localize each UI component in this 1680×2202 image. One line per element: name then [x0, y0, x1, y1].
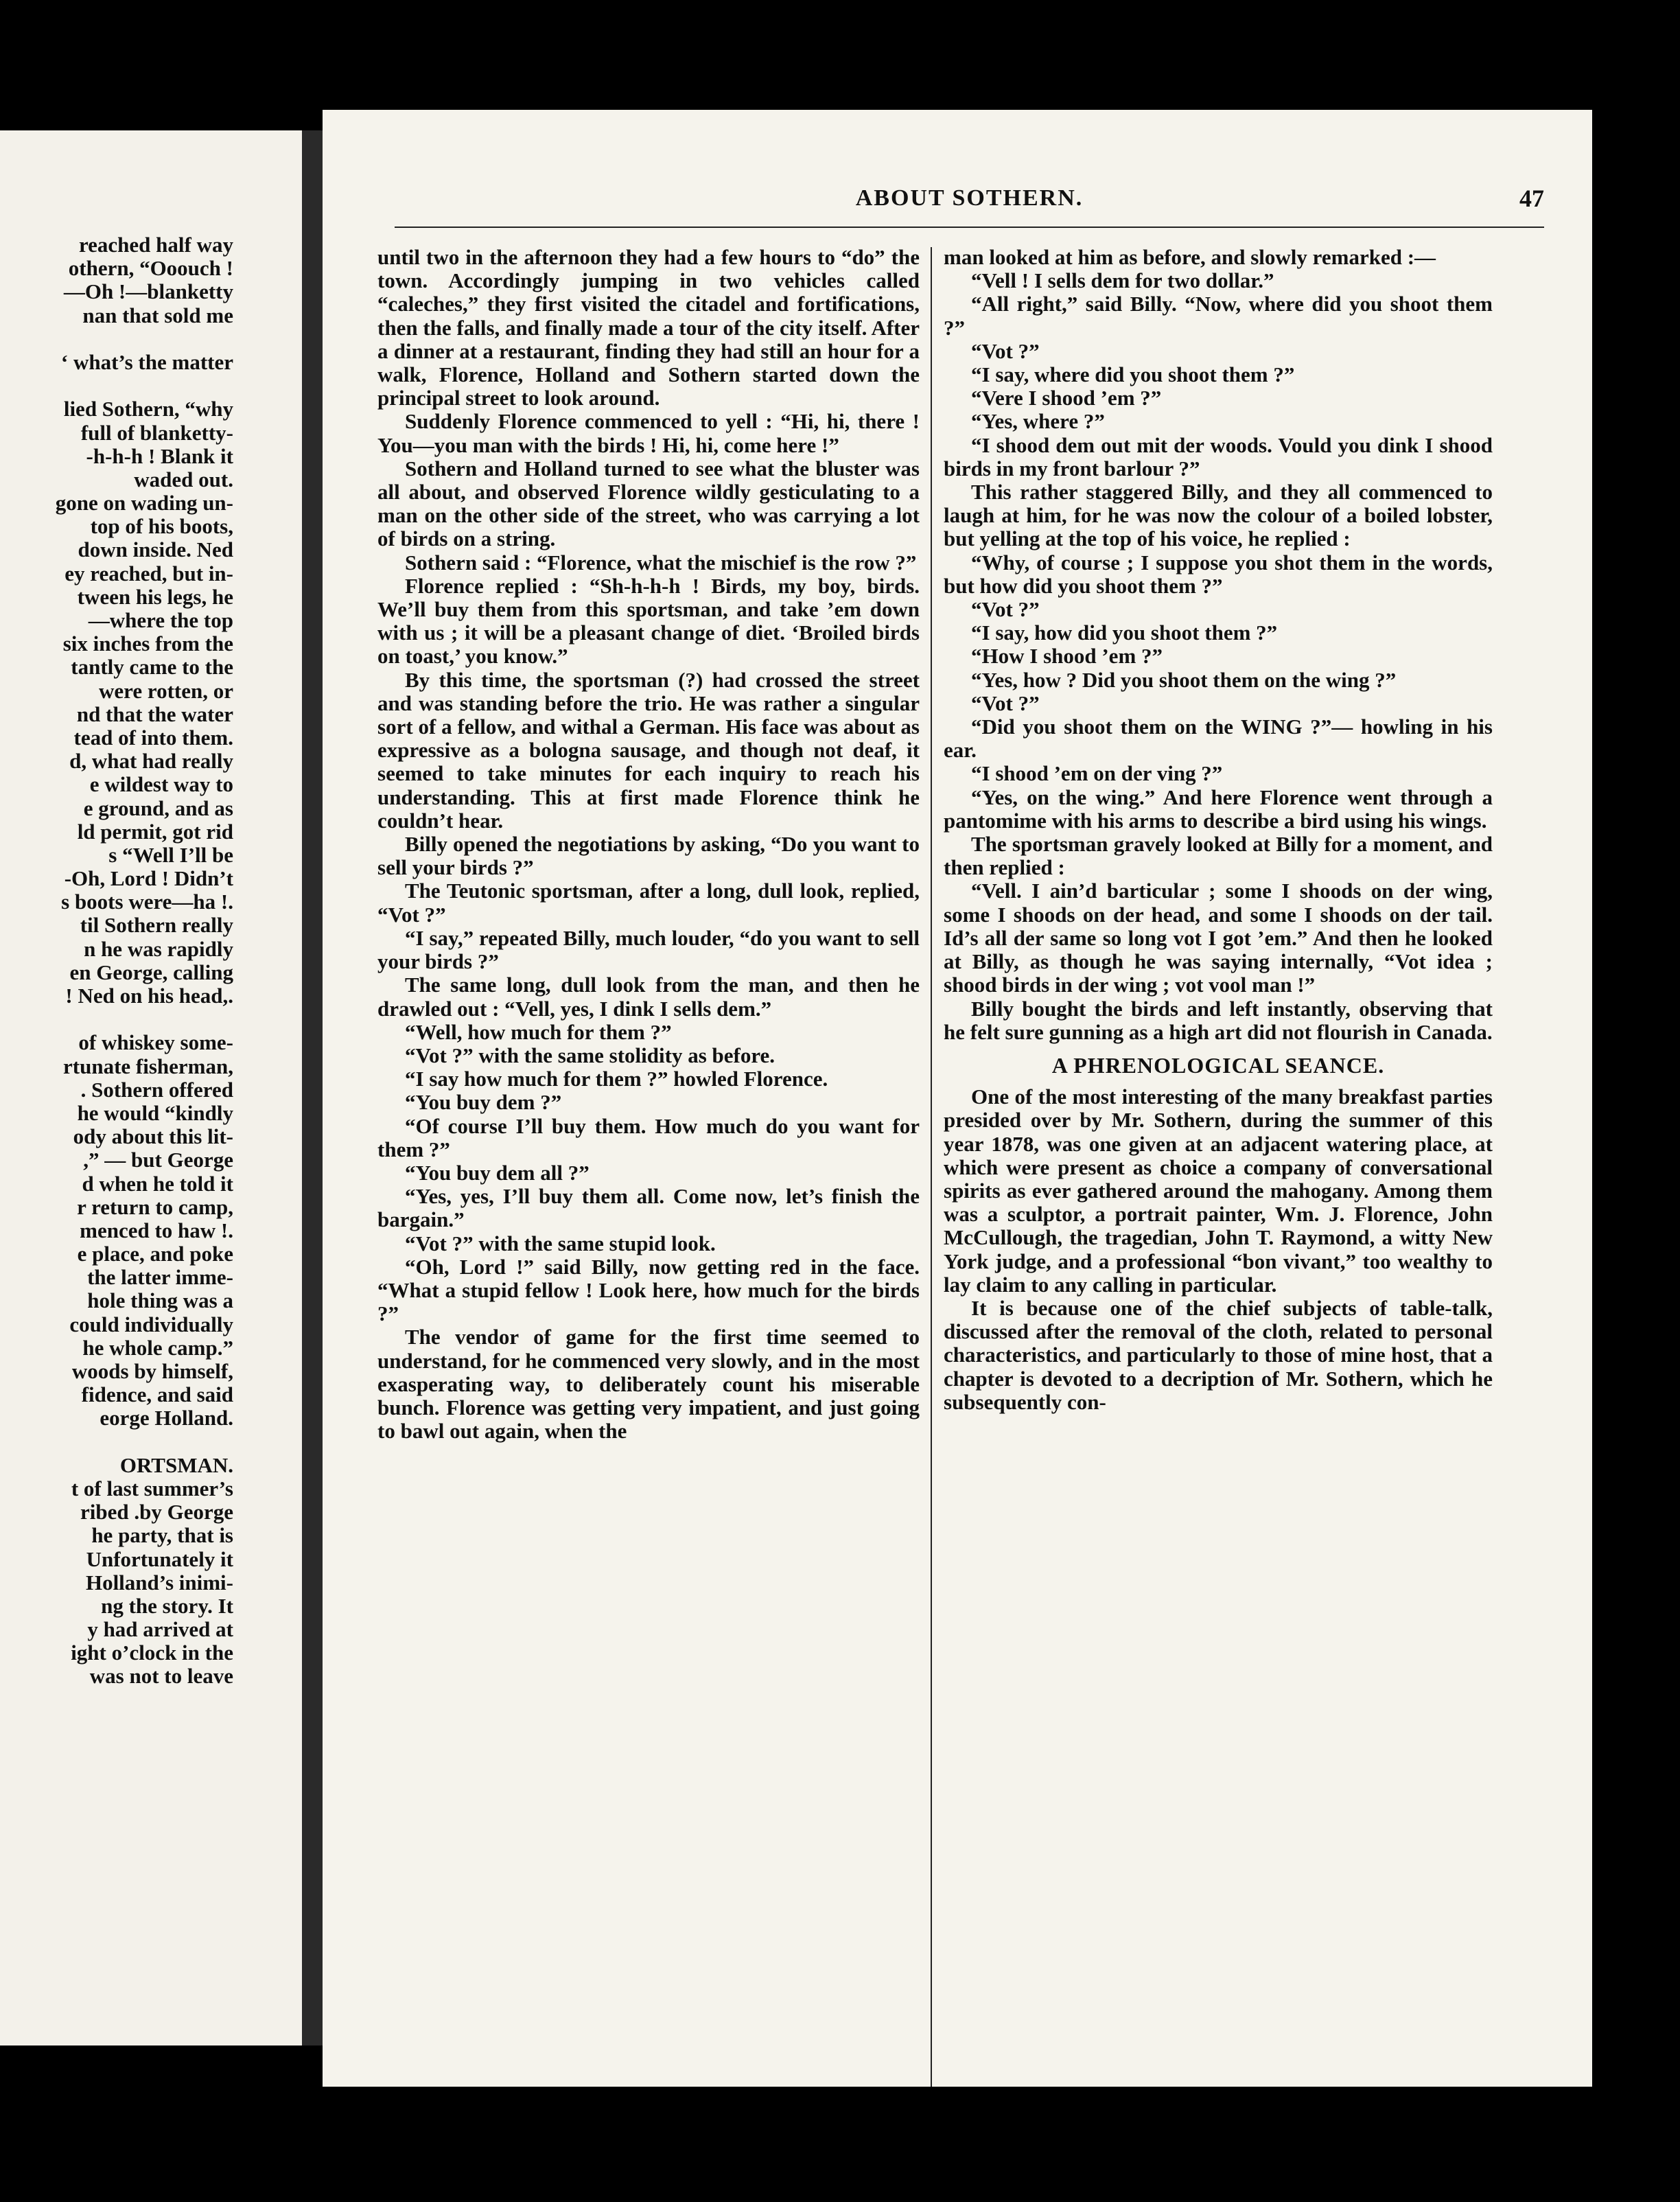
left-page-line: ribed .by George	[80, 1500, 233, 1525]
paragraph: “Vot ?”	[971, 597, 1040, 622]
paragraph: “I say how much for them ?” howled Florence.	[405, 1067, 828, 1091]
paragraph: “Vell. I ain’d barticular ; some I shoods on der wing, some I shoods on der head, and some I shoods on der tail. Id’s all der same so long vot I got ’em.” And then he looked at Billy, as though he was saying internally, “Vot idea ; shood birds in der wing ; vot vool man !”	[944, 879, 1493, 997]
left-page-line: top of his boots,	[90, 514, 233, 539]
left-page-line: s “Well I’ll be	[108, 842, 233, 867]
paragraph: Billy opened the negotiations by asking, “Do you want to sell your birds ?”	[377, 832, 920, 880]
left-page-line: t of last summer’s	[71, 1476, 233, 1500]
paragraph: “Oh, Lord !” said Billy, now getting red in the face. “What a stupid fellow ! Look here, how much for the birds ?”	[377, 1254, 920, 1326]
paragraph: Florence replied : “Sh-h-h-h ! Birds, my boy, birds. We’ll buy them from this sportsman, and take ’em down with us ; it will be a pleasant change of diet. ‘Broiled birds on toast,’ you know.”	[377, 573, 920, 669]
paragraph: It is because one of the chief subjects of table-talk, discussed after the removal of the cloth, related to personal characteristics, and particularly to those of mine host, that a chapter is devoted to a decription of Mr. Sothern, which he subsequently con-	[944, 1295, 1493, 1414]
left-page-line: the latter imme-	[87, 1265, 233, 1290]
column-2-dialogue	[944, 246, 1493, 1044]
paragraph: “I shood dem out mit der woods. Vould you dink I shood birds in my front barlour ?”	[944, 432, 1493, 480]
left-page-line: n he was rapidly	[84, 936, 233, 961]
paragraph: “Did you shoot them on the WING ?”— howling in his ear.	[944, 715, 1493, 763]
left-page-line	[0, 327, 233, 351]
paragraph: “You buy dem all ?”	[405, 1160, 590, 1185]
left-page-line: nan that sold me	[82, 303, 233, 327]
paragraph: The Teutonic sportsman, after a long, dull look, replied, “Vot ?”	[377, 879, 920, 927]
paragraph: “Vere I shood ’em ?”	[971, 386, 1162, 410]
left-page-line: Holland’s inimi-	[85, 1570, 233, 1595]
left-page-line: d, what had really	[69, 749, 233, 774]
left-page-line: e place, and poke	[77, 1242, 233, 1266]
left-page-line: e ground, and as	[83, 796, 233, 820]
left-page-line: ey reached, but in-	[65, 561, 233, 586]
left-page-line: ody about this lit-	[73, 1124, 233, 1149]
paragraph: “Vot ?” with the same stupid look.	[405, 1231, 716, 1255]
left-page-line: ld permit, got rid	[77, 819, 233, 844]
left-page-line: -h-h-h ! Blank it	[86, 443, 233, 468]
paragraph: man looked at him as before, and slowly remarked :—	[944, 245, 1436, 269]
paragraph: “Well, how much for them ?”	[405, 1019, 672, 1044]
left-page-line: d when he told it	[82, 1171, 233, 1196]
left-page-line: tantly came to the	[71, 655, 233, 680]
left-page-line: ! Ned on his head,.	[65, 984, 233, 1008]
left-page-line: Unfortunately it	[86, 1546, 233, 1571]
section-heading: A PHRENOLOGICAL SEANCE.	[1051, 1052, 1385, 1078]
book-gutter	[302, 130, 323, 2045]
paragraph: “I say, where did you shoot them ?”	[971, 362, 1295, 387]
left-page-line: —where the top	[88, 608, 233, 632]
left-page-line: down inside. Ned	[78, 537, 233, 562]
right-page	[323, 110, 1592, 2087]
left-page-line: . Sothern offered	[80, 1077, 233, 1102]
left-page-line: tead of into them.	[73, 725, 233, 750]
left-page-line: fidence, and said	[81, 1382, 233, 1407]
running-title: ABOUT SOTHERN.	[855, 185, 1084, 211]
left-page-line: six inches from the	[62, 631, 233, 656]
paragraph: The vendor of game for the first time seemed to understand, for he commenced very slowly, and in the most exasperating way, to deliberately count his miserable bunch. Florence was getting very impatient, and just going to bawl out again, when the	[377, 1325, 920, 1444]
left-page-line: tween his legs, he	[77, 584, 233, 609]
left-page-line: eorge Holland.	[100, 1406, 233, 1430]
column-2	[944, 246, 1493, 1414]
left-page-line: menced to haw !.	[80, 1218, 233, 1242]
paragraph: “Why, of course ; I suppose you shot them in the words, but how did you shoot them ?”	[944, 550, 1493, 598]
column-divider	[931, 247, 932, 2087]
paragraph: “Yes, how ? Did you shoot them on the wing ?”	[971, 667, 1397, 692]
paragraph: “How I shood ’em ?”	[971, 644, 1163, 669]
left-page-line: nd that the water	[76, 702, 233, 726]
paragraph: “Yes, yes, I’ll buy them all. Come now, let’s finish the bargain.”	[377, 1184, 920, 1232]
header-rule	[395, 227, 1544, 228]
paragraph: “I shood ’em on der ving ?”	[971, 761, 1223, 786]
paragraph: “Vell ! I sells dem for two dollar.”	[971, 268, 1274, 293]
left-page-line: ng the story. It	[101, 1593, 233, 1618]
left-page-line: ORTSMAN.	[119, 1452, 233, 1477]
paragraph: “Vot ?”	[971, 691, 1040, 715]
left-page-line: lied Sothern, “why	[63, 397, 233, 421]
left-page-line: of whiskey some-	[78, 1030, 233, 1055]
left-page-line: y had arrived at	[87, 1617, 233, 1642]
left-page-line: ,” — but George	[83, 1148, 233, 1172]
paragraph: This rather staggered Billy, and they all commenced to laugh at him, for he was now the colour of a boiled lobster, but yelling at the top of his voice, he replied :	[944, 480, 1493, 551]
left-page-line: —Oh !—blanketty	[63, 279, 233, 304]
left-page-line	[0, 1008, 233, 1031]
paragraph: “You buy dem ?”	[405, 1090, 562, 1115]
paragraph: Sothern said : “Florence, what the mischief is the row ?”	[405, 550, 917, 575]
paragraph: until two in the afternoon they had a few hours to “do” the town. Accordingly jumping in two vehicles called “caleches,” they first visited the citadel and fortifications, then the falls, and finally made a tour of the city itself. After a dinner at a restaurant, finding they had still an hour for a walk, Florence, Holland and Sothern started down the principal street to look around.	[377, 245, 920, 410]
left-page-line: ‘ what’s the matter	[60, 349, 233, 374]
left-page-line: reached half way	[78, 233, 233, 257]
left-page-line: was not to leave	[89, 1664, 233, 1689]
left-page	[0, 130, 302, 2045]
left-page-line: woods by himself,	[71, 1359, 233, 1383]
column-1	[377, 246, 920, 1443]
left-page-line: -Oh, Lord ! Didn’t	[64, 866, 233, 891]
left-page-line: r return to camp,	[77, 1194, 233, 1219]
paragraph: “All right,” said Billy. “Now, where did you shoot them ?”	[944, 292, 1493, 340]
left-page-line	[0, 1430, 233, 1454]
left-page-text	[0, 233, 233, 1689]
left-page-line: othern, “Ooouch !	[68, 256, 233, 281]
left-page-line: hole thing was a	[87, 1288, 233, 1313]
page-header	[395, 185, 1544, 220]
paragraph: “I say,” repeated Billy, much louder, “do you want to sell your birds ?”	[377, 925, 920, 974]
left-page-line: e wildest way to	[89, 772, 233, 797]
page-number: 47	[1519, 185, 1544, 212]
paragraph: The same long, dull look from the man, and then he drawled out : “Vell, yes, I dink I sells dem.”	[377, 973, 920, 1021]
left-page-line: til Sothern really	[80, 913, 233, 938]
left-page-line: rtunate fisherman,	[63, 1054, 233, 1078]
left-page-line: en George, calling	[69, 960, 233, 984]
left-page-line: he would “kindly	[77, 1100, 233, 1125]
left-page-line: full of blanketty-	[80, 420, 233, 445]
left-page-line: could individually	[69, 1312, 233, 1336]
paragraph: “Yes, on the wing.” And here Florence went through a pantomime with his arms to describe a bird using his wings.	[944, 785, 1493, 833]
paragraph: Sothern and Holland turned to see what the bluster was all about, and observed Florence wildly gesticulating to a man on the other side of the street, who was carrying a lot of birds on a string.	[377, 456, 920, 551]
paragraph: “I say, how did you shoot them ?”	[971, 621, 1278, 645]
left-page-line: waded out.	[134, 467, 233, 491]
left-page-line: ight o’clock in the	[71, 1641, 233, 1665]
left-page-line	[0, 374, 233, 397]
paragraph: One of the most interesting of the many breakfast parties presided over by Mr. Sothern, during the summer of this year 1878, was one given at an adjacent watering place, at which were present as choice a company of conversational spirits as ever gathered around the mahogany. Among them was a sculptor, a portrait painter, Wm. J. Florence, John McCullough, the tragedian, John T. Raymond, a witty New York judge, and a professional “bon vivant,” too wealthy to lay claim to any calling in particular.	[944, 1085, 1493, 1297]
paragraph: “Of course I’ll buy them. How much do you want for them ?”	[377, 1113, 920, 1161]
left-page-line: gone on wading un-	[55, 491, 233, 515]
paragraph: Suddenly Florence commenced to yell : “Hi, hi, there ! You—you man with the birds ! Hi, hi, come here !”	[377, 409, 920, 457]
left-page-line: he whole camp.”	[82, 1335, 233, 1360]
left-page-line: were rotten, or	[99, 678, 233, 703]
left-page-line: he party, that is	[91, 1523, 233, 1548]
column-2-section	[944, 1085, 1493, 1414]
paragraph: “Yes, where ?”	[971, 409, 1105, 434]
left-page-line: s boots were—ha !.	[61, 890, 233, 914]
paragraph: Billy bought the birds and left instantly, observing that he felt sure gunning as a high art did not flourish in Canada.	[944, 996, 1493, 1044]
paragraph: “Vot ?” with the same stolidity as before.	[405, 1043, 775, 1067]
paragraph: “Vot ?”	[971, 338, 1040, 363]
paragraph: By this time, the sportsman (?) had crossed the street and was standing before the trio. He was rather a singular sort of a fellow, and withal a German. His face was about as expressive as a bologna sausage, and though not deaf, it seemed to take minutes for each inquiry to reach his understanding. This at first made Florence think he couldn’t hear.	[377, 667, 920, 833]
paragraph: The sportsman gravely looked at Billy for a moment, and then replied :	[944, 832, 1493, 880]
